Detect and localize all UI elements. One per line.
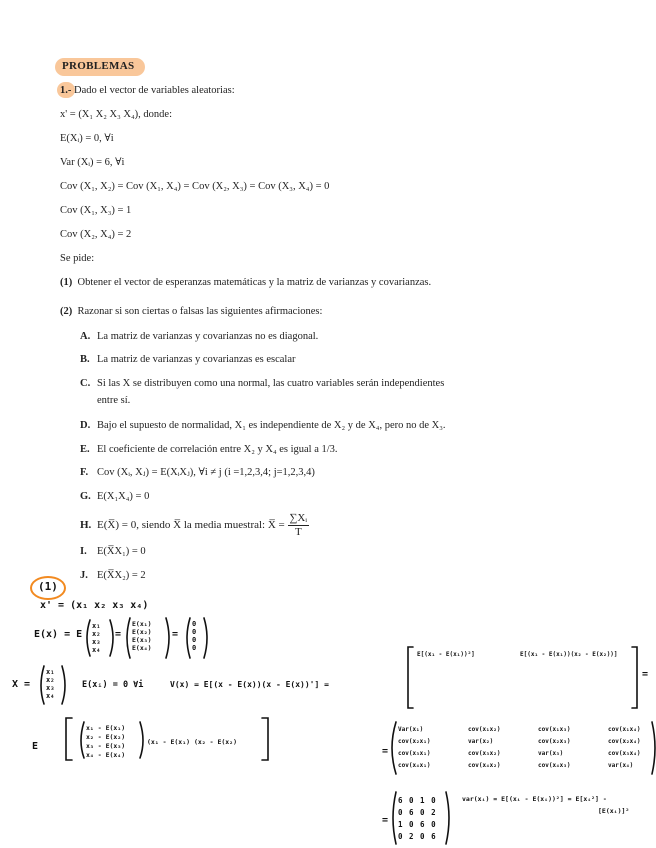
eq-1: = (115, 629, 122, 640)
trail-eq: = (642, 669, 649, 680)
exi-zero: E(xᵢ) = 0 ∀i (82, 680, 144, 690)
answer-label: (1) (38, 580, 58, 593)
option-c: C. Si las X se distribuyen como una normal, las cuatro variables serán independientes (80, 378, 445, 389)
option-i: I. E(X̅X₁) = 0 (80, 546, 146, 557)
question-2-label: (2) (60, 306, 73, 317)
numeric-matrix: 6 0 1 0 0 6 0 2 1 0 6 0 0 2 0 6 (398, 796, 437, 841)
option-j: J. E(X̅X₂) = 2 (80, 570, 146, 581)
question-1-label: (1) (60, 277, 73, 288)
zero-vector: 0 0 0 0 (192, 620, 197, 652)
var-formula: var(xᵢ) = E[(xᵢ - E(xᵢ))²] = E[xᵢ²] - (462, 795, 607, 803)
page-title: PROBLEMAS (62, 60, 135, 72)
question-2-text: Razonar si son ciertas o falsas las siguientes afirmaciones: (77, 306, 323, 317)
matrix-r1a: E[(x₁ - E(x₁))²] (417, 651, 475, 658)
eq-4: = (382, 815, 389, 826)
x-lhs: X = (12, 679, 31, 690)
deviation-vector: x₁ - E(x₁) x₂ - E(x₂) x₃ - E(x₃) x₄ - E(x₄) (86, 724, 126, 759)
vx-def: V(x) = E[(x - E(x))(x - E(x))'] = (170, 680, 329, 689)
var-formula-2: [E(xᵢ)]² (598, 807, 630, 815)
option-d: D. Bajo el supuesto de normalidad, X₁ es independiente de X₂ y de X₄, pero no de X₃. (80, 420, 446, 431)
question-1-text: Obtener el vector de esperanzas matemáticas y la matriz de varianzas y covarianzas. (77, 277, 432, 288)
eq-2: = (172, 629, 179, 640)
e-lhs: E (32, 741, 39, 752)
matrix-r1b: E[(x₁ - E(x₁))(x₂ - E(x₂))] (520, 651, 618, 658)
x-transpose-line: x' = (x₁ x₂ x₃ x₄) (40, 600, 149, 611)
ex-vector-x: x₁ x₂ x₃ x₄ (92, 622, 101, 654)
option-e: E. El coeficiente de correlación entre X₂ y X₄ es igual a 1/3. (80, 444, 338, 455)
x-vector: x₁ x₂ x₃ x₄ (46, 668, 55, 700)
deviation-row: (x₁ - E(x₁) (x₂ - E(x₂) (147, 738, 238, 746)
cov-matrix: Var(x₁) cov(x₁x₂) cov(x₁x₃) cov(x₁x₄) cov(x₂x₁) var(x₂) cov(x₂x₃) cov(x₂x₄) cov(x₃x₁) cov(x₃x₂) var(x₃) cov(x₃x₄) cov(x₄x₁) cov(x₄x₂) cov(x₄x₃) var(x₄) (398, 726, 641, 769)
expectation-def: E(Xᵢ) = 0, ∀i (60, 133, 114, 144)
ex-lhs: E(x) = E (34, 629, 83, 640)
option-f: F. Cov (Xᵢ, Xⱼ) = E(XᵢXⱼ), ∀i ≠ j (i =1,2,3,4; j=1,2,3,4) (80, 467, 315, 478)
ex-vector-e: E(x₁) E(x₂) E(x₃) E(x₄) (132, 620, 152, 652)
cov-zero-def: Cov (X₁, X₂) = Cov (X₁, X₄) = Cov (X₂, X₃) = Cov (X₃, X₄) = 0 (60, 181, 330, 192)
option-a: A. La matriz de varianzas y covarianzas no es diagonal. (80, 331, 319, 342)
problem-intro: Dado el vector de variables aleatorias: (74, 85, 235, 96)
option-h: H. E(X̅) = 0, siendo X̅ la media muestral: X̅ = $\frac{\text{∑Xᵢ}}{T}$ (80, 512, 308, 538)
eq-3: = (382, 746, 389, 757)
problem-number: 1.- (60, 85, 72, 96)
option-g: G. E(X₁X₄) = 0 (80, 491, 150, 502)
variance-def: Var (Xᵢ) = 6, ∀i (60, 157, 125, 168)
cov13-def: Cov (X₁, X₃) = 1 (60, 205, 132, 216)
option-c-cont: entre sí. (97, 395, 131, 406)
option-b: B. La matriz de varianzas y covarianzas es escalar (80, 354, 296, 365)
se-pide: Se pide: (60, 253, 95, 264)
cov24-def: Cov (X₂, X₄) = 2 (60, 229, 132, 240)
vector-def: x' = (X₁ X₂ X₃ X₄), donde: (60, 109, 172, 120)
mean-fraction: $\frac{\text{∑Xᵢ}}{T}$ (289, 512, 308, 538)
